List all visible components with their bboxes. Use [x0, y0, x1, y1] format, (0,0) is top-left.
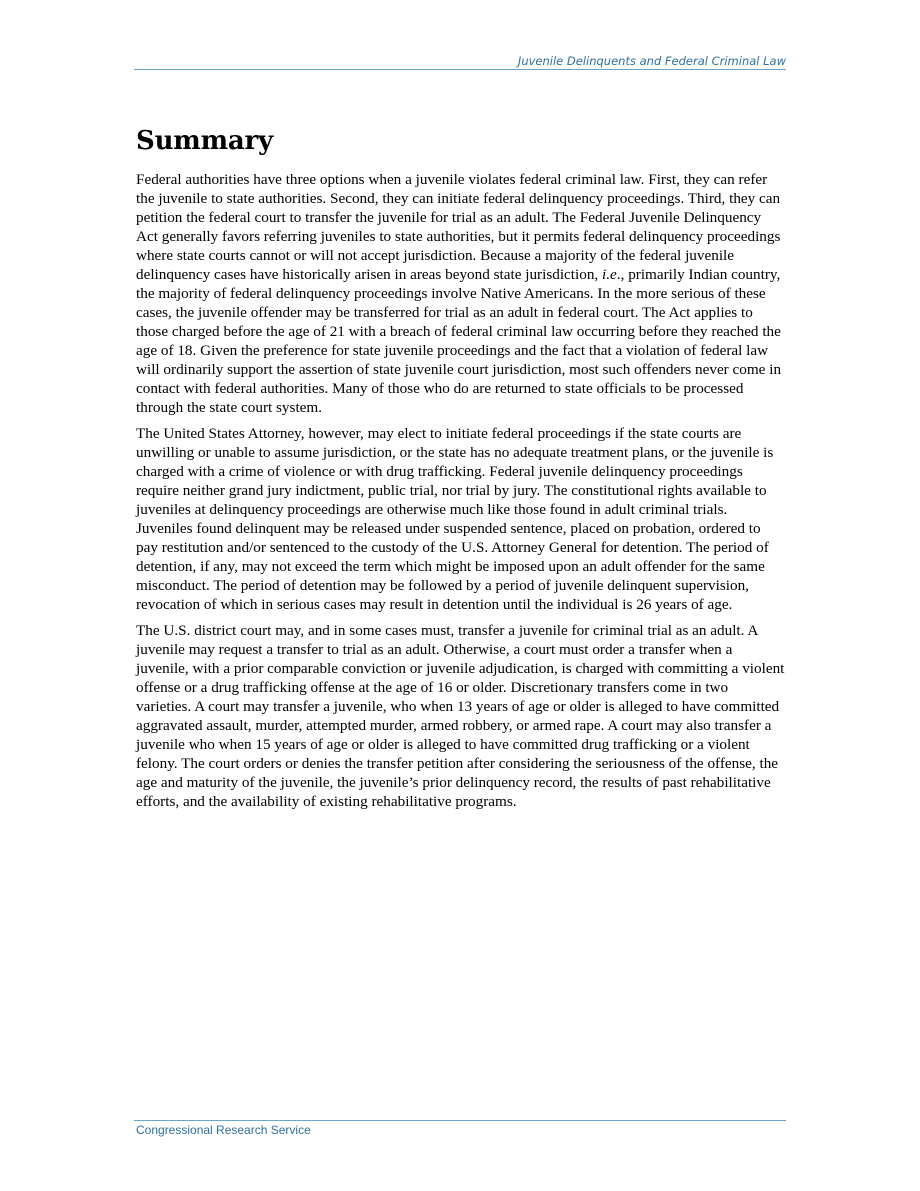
- paragraph-1-text-a: Federal authorities have three options when a juvenile violates federal criminal law. First, they can refer the juvenile to state authorities. Second, they can initiate federal delinquency proceedings. Third, they can petition the federal court to transfer the juvenile for trial as an adult. The Federal Juvenile Delinquency Act generally favors referring juveniles to state authorities, but it permits federal delinquency proceedings where state courts cannot or will not accept jurisdiction. Because a majority of the federal juvenile delinquency cases have historically arisen in areas beyond state jurisdiction,: [136, 171, 781, 283]
- paragraph-1: [136, 170, 786, 417]
- paragraph-1-italic: i.e: [602, 266, 617, 283]
- paragraph-2: The United States Attorney, however, may elect to initiate federal proceedings if the state courts are unwilling or unable to assume jurisdiction, or the state has no adequate treatment plans, or the juvenile is charged with a crime of violence or with drug trafficking. Federal juvenile delinquency proceedings require neither grand jury indictment, public trial, nor trial by jury. The constitutional rights available to juveniles at delinquency proceedings are otherwise much like those found in adult criminal trials. Juveniles found delinquent may be released under suspended sentence, placed on probation, ordered to pay restitution and/or sentenced to the custody of the U.S. Attorney General for detention. The period of detention, if any, may not exceed the term which might be imposed upon an adult offender for the same misconduct. The period of detention may be followed by a period of juvenile delinquent supervision, revocation of which in serious cases may result in detention until the individual is 26 years of age.: [136, 425, 774, 613]
- running-header: Juvenile Delinquents and Federal Criminal Law: [517, 54, 786, 68]
- footer-organization: Congressional Research Service: [136, 1123, 311, 1137]
- footer-divider: [134, 1120, 786, 1121]
- paragraph-1-text-b: ., primarily Indian country, the majority of federal delinquency proceedings involve Native Americans. In the more serious of these cases, the juvenile offender may be transferred for trial as an adult in federal court. The Act applies to those charged before the age of 21 with a breach of federal criminal law occurring before they reached the age of 18. Given the preference for state juvenile proceedings and the fact that a violation of federal law will ordinarily support the assertion of state juvenile court jurisdiction, most such offenders never come in contact with federal authorities. Many of those who do are returned to state officials to be processed through the state court system.: [136, 266, 782, 416]
- summary-body: [136, 170, 786, 818]
- paragraph-3: The U.S. district court may, and in some cases must, transfer a juvenile for criminal trial as an adult. A juvenile may request a transfer to trial as an adult. Otherwise, a court must order a transfer when a juvenile, with a prior comparable conviction or juvenile adjudication, is charged with committing a violent offense or a drug trafficking offense at the age of 16 or older. Discretionary transfers come in two varieties. A court may transfer a juvenile, who when 13 years of age or older is alleged to have committed aggravated assault, murder, attempted murder, armed robbery, or armed rape. A court may also transfer a juvenile who when 15 years of age or older is alleged to have committed drug trafficking or a violent felony. The court orders or denies the transfer petition after considering the seriousness of the offense, the age and maturity of the juvenile, the juvenile’s prior delinquency record, the results of past rehabilitative efforts, and the availability of existing rehabilitative programs.: [136, 622, 785, 810]
- section-heading: Summary: [136, 126, 273, 156]
- header-divider: [134, 69, 786, 70]
